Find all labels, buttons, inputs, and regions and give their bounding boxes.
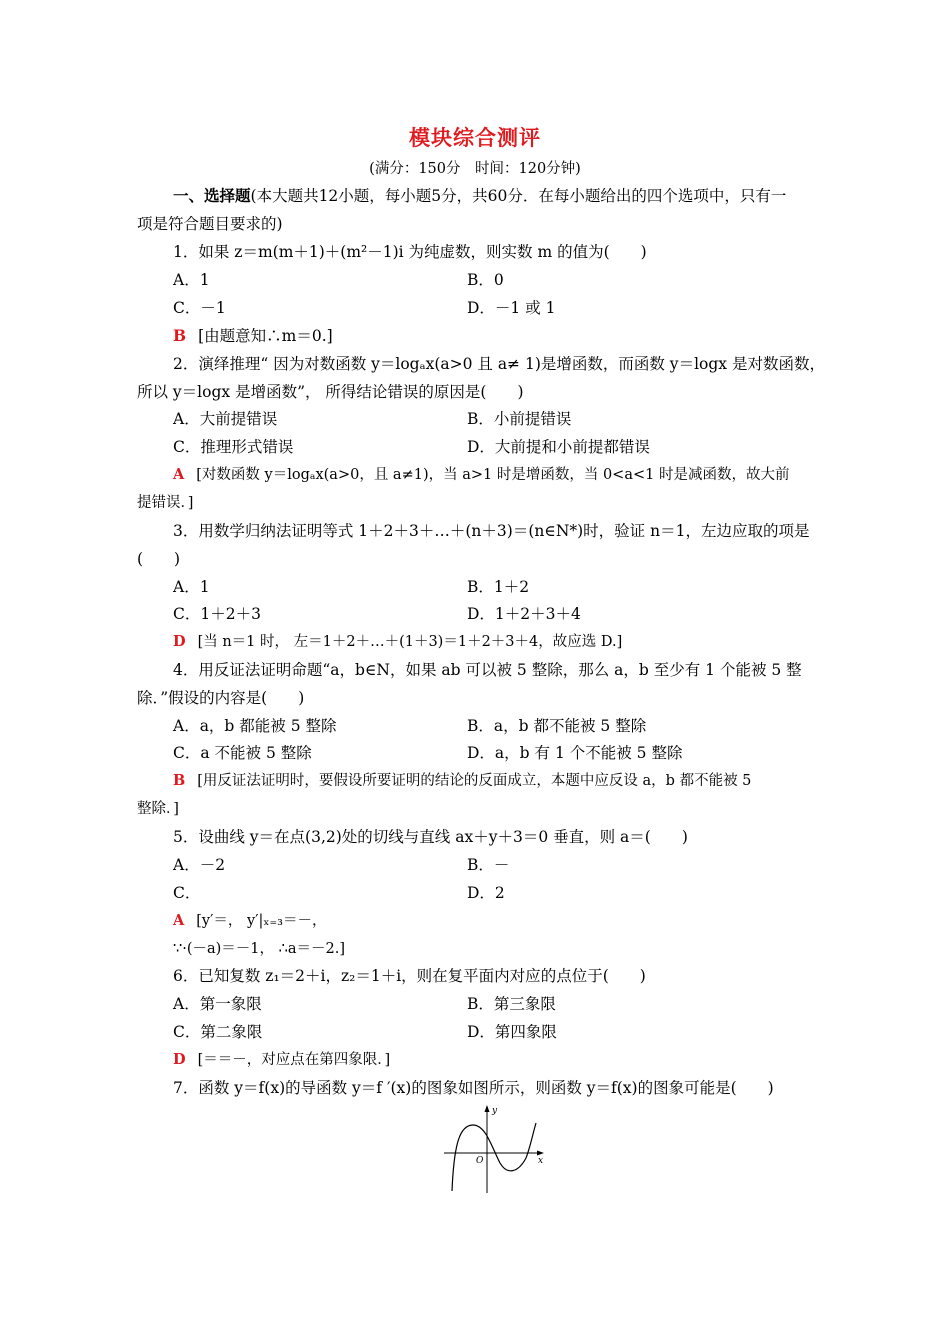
q1-answer: [173, 326, 813, 346]
q4-stem-line2: 除．”假设的内容是( ): [137, 689, 305, 707]
q2-answer-text-line1: [对数函数 y＝logₐx(a>0，且 a≠1)，当 a>1 时是增函数，当 0<a<1 时是减函数，故大前: [196, 467, 790, 483]
q1-answer-letter: B: [173, 326, 187, 345]
q6-option-a: A．第一象限: [173, 995, 262, 1013]
q5-answer-letter: A: [173, 912, 185, 929]
q4-answer-letter: B: [173, 772, 186, 789]
y-axis-label: y: [492, 1106, 498, 1116]
q6-answer-text: [＝＝－，对应点在第四象限．]: [197, 1052, 391, 1068]
q3-option-b: B．1＋2: [467, 578, 530, 596]
q4-stem-line1: 4．用反证法证明命题“a，b∈N，如果 ab 可以被 5 整除，那么 a，b 至少有 1 个能被 5 整: [173, 661, 802, 679]
q2-stem-line1: 2．演绎推理“ 因为对数函数 y＝logₐx(a>0 且 a≠ 1)是增函数，而函数 y＝logx 是对数函数，: [173, 355, 825, 373]
q5-answer: [173, 911, 813, 931]
q4-answer: [173, 771, 813, 791]
q4-answer-text-line1: [用反证法证明时，要假设所要证明的结论的反面成立，本题中应反设 a，b 都不能被 5: [197, 773, 752, 789]
q3-option-d: D．1＋2＋3＋4: [467, 605, 581, 623]
q1-stem: 1．如果 z＝m(m＋1)＋(m²－1)i 为纯虚数，则实数 m 的值为( ): [173, 243, 647, 261]
q4-answer-text-line2: 整除．]: [137, 801, 179, 817]
q5-option-b: B．－: [467, 856, 510, 874]
q2-option-b: B．小前提错误: [467, 410, 572, 428]
q2-stem-line2: 所以 y＝logx 是增函数”， 所得结论错误的原因是( ): [137, 383, 524, 401]
y-axis-arrow: [485, 1105, 490, 1112]
q2-option-d: D．大前提和小前提都错误: [467, 438, 650, 456]
q6-option-d: D．第四象限: [467, 1023, 557, 1041]
q2-option-c: C．推理形式错误: [173, 438, 294, 456]
q5-answer-text-line2: ∵·(－a)＝－1， ∴a＝－2.]: [173, 941, 345, 957]
q2-answer: [173, 465, 813, 485]
q4-option-b: B．a，b 都不能被 5 整除: [467, 717, 647, 735]
q5-stem: 5．设曲线 y＝在点(3,2)处的切线与直线 ax＋y＋3＝0 垂直，则 a＝( ): [173, 828, 688, 846]
q1-answer-text: [由题意知∴m＝0.]: [198, 327, 333, 345]
section-intro-line2: 项是符合题目要求的): [137, 215, 283, 233]
q1-option-c: C．－1: [173, 299, 226, 317]
q6-answer: [173, 1050, 813, 1070]
q1-option-d: D．－1 或 1: [467, 299, 556, 317]
x-axis-arrow: [537, 1151, 544, 1156]
origin-label: O: [476, 1156, 484, 1166]
section-intro-line1: (本大题共12小题，每小题5分，共60分．在每小题给出的四个选项中，只有一: [250, 187, 787, 205]
q5-option-c: C．: [173, 884, 201, 902]
q3-answer: [173, 632, 813, 652]
section-intro: [173, 186, 813, 206]
q3-stem-line1: 3．用数学归纳法证明等式 1＋2＋3＋…＋(n＋3)＝(n∈N*)时，验证 n＝1，左边应取的项是: [173, 522, 810, 540]
q3-answer-letter: D: [173, 633, 186, 650]
q2-answer-text-line2: 提错误．]: [137, 495, 194, 511]
q1-option-a: A．1: [173, 271, 210, 289]
q2-option-a: A．大前提错误: [173, 410, 278, 428]
q5-option-d: D．2: [467, 884, 505, 902]
q3-option-a: A．1: [173, 578, 210, 596]
q1-option-b: B．0: [467, 271, 504, 289]
q3-option-c: C．1＋2＋3: [173, 605, 261, 623]
q6-option-c: C．第二象限: [173, 1023, 263, 1041]
section-heading: 一、选择题: [173, 186, 251, 205]
q5-option-a: A．－2: [173, 856, 226, 874]
q7-stem: 7．函数 y＝f(x)的导函数 y＝f ′(x)的图象如图所示，则函数 y＝f(x)的图象可能是( ): [173, 1079, 774, 1097]
derivative-graph-figure: [440, 1103, 550, 1195]
q5-answer-text-line1: [y′＝， y′|ₓ₌₃＝－，: [196, 913, 327, 929]
q6-option-b: B．第三象限: [467, 995, 556, 1013]
page-title: 模块综合测评: [409, 126, 541, 150]
q6-answer-letter: D: [173, 1051, 186, 1068]
q4-option-a: A．a，b 都能被 5 整除: [173, 717, 337, 735]
page-subtitle: (满分：150分 时间：120分钟): [369, 161, 581, 177]
q4-option-d: D．a，b 有 1 个不能被 5 整除: [467, 744, 683, 762]
x-axis-label: x: [538, 1156, 544, 1166]
q6-stem: 6．已知复数 z₁＝2＋i，z₂＝1＋i，则在复平面内对应的点位于( ): [173, 967, 646, 985]
q4-option-c: C．a 不能被 5 整除: [173, 744, 312, 762]
q3-answer-text: [当 n＝1 时， 左＝1＋2＋…＋(1＋3)＝1＋2＋3＋4，故应选 D.]: [197, 634, 623, 650]
q3-stem-line2: ( ): [137, 550, 181, 568]
q2-answer-letter: A: [173, 466, 185, 483]
derivative-curve: [452, 1123, 536, 1191]
